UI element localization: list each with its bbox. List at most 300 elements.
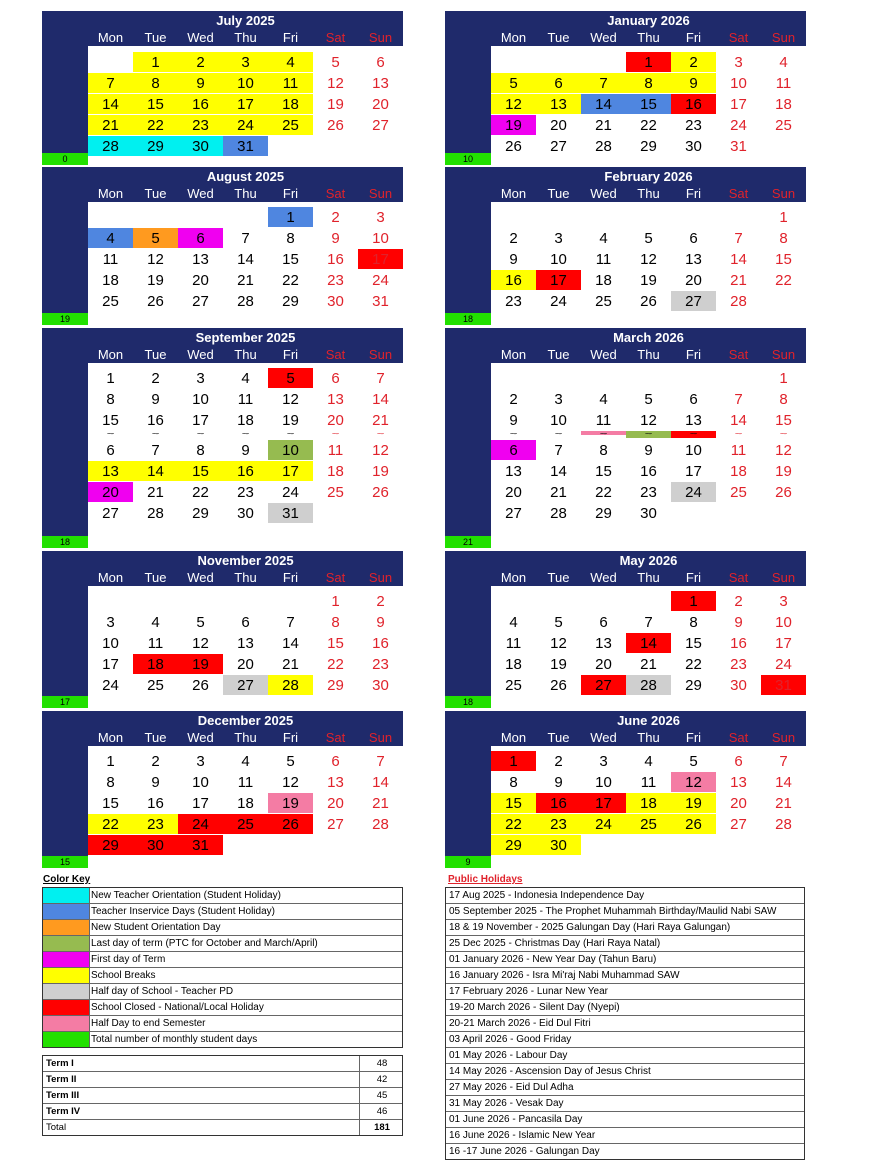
day-cell: 9 <box>509 251 518 268</box>
day-cell: 19 <box>178 654 223 674</box>
public-holiday-item: 16 June 2026 - Islamic New Year <box>446 1128 804 1144</box>
day-cell: 1 <box>268 207 313 227</box>
day-cell: 14 <box>581 94 626 114</box>
empty-day-cell <box>761 835 806 855</box>
day-cell: 27 <box>581 675 626 695</box>
day-cell: 8 <box>286 230 295 247</box>
day-cell: 9 <box>734 614 743 631</box>
day-cell: 23 <box>536 814 581 834</box>
month-header <box>42 167 403 202</box>
month-title: June 2026 <box>617 713 680 728</box>
day-cell: 27 <box>505 505 522 522</box>
day-cell: 31 <box>761 675 806 695</box>
day-cell: 9 <box>151 391 160 408</box>
weekday-label: Mon <box>500 570 527 585</box>
day-cell: 6 <box>734 753 743 770</box>
month-header <box>42 11 403 46</box>
cropped-row-fragment: ~ <box>106 431 115 438</box>
day-cell: 10 <box>775 614 792 631</box>
weekday-label: Wed <box>187 30 214 45</box>
weekday-label: Fri <box>282 730 299 745</box>
color-key-table <box>42 887 403 1048</box>
day-cell: 19 <box>550 656 567 673</box>
day-cell: 7 <box>734 230 743 247</box>
day-cell: 3 <box>376 209 385 226</box>
public-holiday-item: 20-21 March 2026 - Eid Dul Fitri <box>446 1016 804 1032</box>
day-cell: 17 <box>536 270 581 290</box>
day-cell: 5 <box>268 368 313 388</box>
color-swatch <box>43 904 89 919</box>
day-cell: 18 <box>730 463 747 480</box>
weekday-label: Thu <box>637 570 660 585</box>
day-cell: 19 <box>372 463 389 480</box>
public-holiday-item: 19-20 March 2026 - Silent Day (Nyepi) <box>446 1000 804 1016</box>
day-cell: 28 <box>730 293 747 310</box>
day-cell: 20 <box>88 482 133 502</box>
month-title: September 2025 <box>195 330 296 345</box>
weekday-label: Mon <box>500 730 527 745</box>
month-side-bar <box>445 202 491 313</box>
weekday-label: Tue <box>144 347 167 362</box>
day-cell: 27 <box>671 291 716 311</box>
day-cell: 2 <box>331 209 340 226</box>
color-key-label: Total number of monthly student days <box>91 1034 258 1045</box>
day-cell: 28 <box>147 505 164 522</box>
day-cell: 13 <box>88 461 133 481</box>
day-cell: 15 <box>178 461 223 481</box>
day-cell: 27 <box>327 816 344 833</box>
day-cell: 11 <box>730 442 747 459</box>
empty-day-cell <box>536 368 581 388</box>
day-cell: 31 <box>730 138 747 155</box>
day-cell: 18 <box>775 96 792 113</box>
day-cell: 13 <box>685 412 702 429</box>
empty-day-cell <box>178 591 223 611</box>
empty-day-cell <box>761 136 806 156</box>
term-days: 181 <box>359 1120 404 1135</box>
day-cell: 13 <box>536 94 581 114</box>
day-cell: 11 <box>775 75 792 92</box>
day-cell: 19 <box>327 96 344 113</box>
day-cell: 2 <box>554 753 563 770</box>
day-cell: 6 <box>689 230 698 247</box>
empty-day-cell <box>581 835 626 855</box>
day-cell: 16 <box>671 94 716 114</box>
day-cell: 4 <box>509 614 518 631</box>
day-cell: 12 <box>491 94 536 114</box>
weekday-label: Sun <box>368 347 393 362</box>
day-cell: 14 <box>372 391 389 408</box>
day-cell: 26 <box>550 677 567 694</box>
day-cell: 4 <box>644 753 653 770</box>
day-cell: 17 <box>581 793 626 813</box>
day-cell: 1 <box>106 753 115 770</box>
day-cell: 5 <box>689 753 698 770</box>
day-cell: 28 <box>88 136 133 156</box>
day-cell: 21 <box>775 795 792 812</box>
day-cell: 12 <box>640 412 657 429</box>
day-cell: 15 <box>775 412 792 429</box>
weekday-label: Wed <box>590 186 617 201</box>
month-side-bar <box>42 586 88 696</box>
day-cell: 9 <box>644 442 653 459</box>
day-cell: 28 <box>595 138 612 155</box>
day-cell: 11 <box>268 73 313 93</box>
day-cell: 6 <box>491 440 536 460</box>
weekday-label: Thu <box>234 730 257 745</box>
day-cell: 4 <box>88 228 133 248</box>
day-cell: 25 <box>268 115 313 135</box>
weekday-label: Sat <box>325 730 346 745</box>
day-cell: 23 <box>685 117 702 134</box>
cropped-row-fragment: ~ <box>331 431 340 438</box>
day-cell: 9 <box>241 442 250 459</box>
day-cell: 22 <box>282 272 299 289</box>
day-cell: 20 <box>192 272 209 289</box>
day-cell: 1 <box>671 591 716 611</box>
empty-day-cell <box>491 52 536 72</box>
color-key-title: Color Key <box>43 874 91 885</box>
day-cell: 16 <box>536 793 581 813</box>
color-key-label: New Teacher Orientation (Student Holiday) <box>91 890 281 901</box>
day-cell: 18 <box>327 463 344 480</box>
color-key-label: Half day of School - Teacher PD <box>91 986 234 997</box>
color-key-label: First day of Term <box>91 954 166 965</box>
day-cell: 27 <box>550 138 567 155</box>
day-cell: 2 <box>734 593 743 610</box>
day-cell: 30 <box>640 505 657 522</box>
day-cell: 30 <box>327 293 344 310</box>
day-cell: 13 <box>237 635 254 652</box>
day-cell: 20 <box>372 96 389 113</box>
empty-day-cell <box>358 503 403 523</box>
weekday-label: Wed <box>187 570 214 585</box>
day-cell: 2 <box>178 52 223 72</box>
day-cell: 27 <box>102 505 119 522</box>
day-cell: 24 <box>282 484 299 501</box>
day-cell: 21 <box>88 115 133 135</box>
day-cell: 3 <box>554 230 563 247</box>
month-header <box>42 551 403 586</box>
empty-day-cell <box>313 835 358 855</box>
day-cell: 1 <box>779 209 788 226</box>
weekday-label: Tue <box>144 30 167 45</box>
day-cell: 14 <box>730 412 747 429</box>
day-cell: 13 <box>327 774 344 791</box>
day-cell: 5 <box>331 54 340 71</box>
day-cell: 12 <box>671 772 716 792</box>
weekday-label: Tue <box>144 570 167 585</box>
day-cell: 6 <box>536 73 581 93</box>
color-key-label: Half Day to end Semester <box>91 1018 206 1029</box>
color-swatch <box>43 1016 89 1031</box>
day-cell: 10 <box>550 251 567 268</box>
day-cell: 20 <box>595 656 612 673</box>
day-cell: 26 <box>640 293 657 310</box>
empty-day-cell <box>626 591 671 611</box>
empty-day-cell <box>491 591 536 611</box>
day-cell: 11 <box>327 442 344 459</box>
color-key-row <box>43 952 402 968</box>
day-cell: 29 <box>88 835 133 855</box>
weekday-label: Sun <box>771 570 796 585</box>
weekday-label: Thu <box>637 186 660 201</box>
public-holiday-item: 03 April 2026 - Good Friday <box>446 1032 804 1048</box>
day-cell: 24 <box>671 482 716 502</box>
cropped-row-fragment: ~ <box>554 431 563 438</box>
cropped-row-fragment: ~ <box>644 431 653 438</box>
weekday-label: Sat <box>325 570 346 585</box>
day-cell: 18 <box>505 656 522 673</box>
day-cell: 18 <box>237 795 254 812</box>
student-days-count: 17 <box>42 696 88 708</box>
empty-day-cell <box>88 207 133 227</box>
day-cell: 3 <box>196 370 205 387</box>
day-cell: 7 <box>88 73 133 93</box>
month-side-bar <box>42 363 88 536</box>
day-cell: 28 <box>372 816 389 833</box>
day-cell: 11 <box>147 635 164 652</box>
empty-day-cell <box>223 835 268 855</box>
empty-day-cell <box>761 291 806 311</box>
day-cell: 24 <box>102 677 119 694</box>
day-cell: 13 <box>730 774 747 791</box>
day-cell: 29 <box>192 505 209 522</box>
empty-day-cell <box>581 591 626 611</box>
day-cell: 10 <box>268 440 313 460</box>
day-cell: 9 <box>178 73 223 93</box>
weekday-label: Wed <box>187 186 214 201</box>
day-cell: 17 <box>102 656 119 673</box>
day-cell: 19 <box>671 793 716 813</box>
day-cell: 20 <box>237 656 254 673</box>
day-cell: 10 <box>595 774 612 791</box>
empty-day-cell <box>671 207 716 227</box>
month-title: December 2025 <box>197 713 294 728</box>
weekday-label: Thu <box>637 30 660 45</box>
day-cell: 8 <box>599 442 608 459</box>
day-cell: 23 <box>640 484 657 501</box>
weekday-label: Mon <box>500 347 527 362</box>
weekday-label: Sat <box>728 730 749 745</box>
day-cell: 7 <box>241 230 250 247</box>
day-cell: 1 <box>106 370 115 387</box>
day-cell: 15 <box>491 793 536 813</box>
day-cell: 2 <box>671 52 716 72</box>
day-cell: 29 <box>133 136 178 156</box>
weekday-label: Sat <box>728 186 749 201</box>
day-cell: 16 <box>491 270 536 290</box>
day-cell: 1 <box>626 52 671 72</box>
day-cell: 23 <box>372 656 389 673</box>
day-cell: 3 <box>106 614 115 631</box>
day-cell: 26 <box>192 677 209 694</box>
day-cell: 30 <box>730 677 747 694</box>
weekday-label: Wed <box>590 730 617 745</box>
day-cell: 22 <box>192 484 209 501</box>
day-cell: 21 <box>640 656 657 673</box>
weekday-label: Fri <box>685 570 702 585</box>
day-cell: 5 <box>196 614 205 631</box>
color-key-row <box>43 888 402 904</box>
day-cell: 6 <box>376 54 385 71</box>
day-cell: 12 <box>282 391 299 408</box>
day-cell: 5 <box>491 73 536 93</box>
month-header <box>445 328 806 363</box>
day-cell: 22 <box>88 814 133 834</box>
cropped-row-fragment: ~ <box>376 431 385 438</box>
day-cell: 23 <box>178 115 223 135</box>
day-cell: 7 <box>286 614 295 631</box>
color-key-row <box>43 936 402 952</box>
day-cell: 15 <box>102 412 119 429</box>
day-cell: 19 <box>775 463 792 480</box>
day-cell: 22 <box>133 115 178 135</box>
day-cell: 25 <box>505 677 522 694</box>
color-swatch <box>43 1000 89 1015</box>
term-days: 48 <box>359 1056 404 1071</box>
day-cell: 21 <box>372 795 389 812</box>
day-cell: 6 <box>331 370 340 387</box>
public-holiday-item: 17 Aug 2025 - Indonesia Independence Day <box>446 888 804 904</box>
weekday-label: Thu <box>234 570 257 585</box>
weekday-label: Thu <box>234 30 257 45</box>
color-key-row <box>43 968 402 984</box>
empty-day-cell <box>581 52 626 72</box>
day-cell: 14 <box>730 251 747 268</box>
day-cell: 24 <box>223 115 268 135</box>
public-holiday-item: 01 January 2026 - New Year Day (Tahun Baru) <box>446 952 804 968</box>
day-cell: 29 <box>491 835 536 855</box>
day-cell: 9 <box>671 73 716 93</box>
day-cell: 12 <box>327 75 344 92</box>
day-cell: 17 <box>685 463 702 480</box>
day-cell: 3 <box>554 391 563 408</box>
color-key-label: Last day of term (PTC for October and March/April) <box>91 938 318 949</box>
day-cell: 26 <box>327 117 344 134</box>
public-holiday-item: 14 May 2026 - Ascension Day of Jesus Christ <box>446 1064 804 1080</box>
term-label: Term IV <box>46 1106 81 1117</box>
day-cell: 25 <box>626 814 671 834</box>
student-days-count: 15 <box>42 856 88 868</box>
term-row <box>43 1088 402 1104</box>
day-cell: 6 <box>178 228 223 248</box>
day-cell: 15 <box>133 94 178 114</box>
day-cell: 28 <box>268 675 313 695</box>
day-cell: 6 <box>331 753 340 770</box>
term-label: Term I <box>46 1058 74 1069</box>
weekday-label: Thu <box>234 347 257 362</box>
weekday-label: Sat <box>325 30 346 45</box>
day-cell: 1 <box>491 751 536 771</box>
day-cell: 20 <box>505 484 522 501</box>
public-holiday-item: 17 February 2026 - Lunar New Year <box>446 984 804 1000</box>
day-cell: 22 <box>685 656 702 673</box>
weekday-label: Sun <box>771 347 796 362</box>
day-cell: 3 <box>223 52 268 72</box>
day-cell: 23 <box>133 814 178 834</box>
day-cell: 24 <box>581 814 626 834</box>
day-cell: 25 <box>327 484 344 501</box>
cropped-row-fragment: ~ <box>599 431 608 438</box>
day-cell: 4 <box>599 391 608 408</box>
day-cell: 24 <box>730 117 747 134</box>
public-holiday-item: 16 -17 June 2026 - Galungan Day <box>449 1146 600 1157</box>
day-cell: 25 <box>730 484 747 501</box>
day-cell: 21 <box>595 117 612 134</box>
weekday-label: Thu <box>637 347 660 362</box>
weekday-label: Sun <box>368 186 393 201</box>
color-key-row <box>43 920 402 936</box>
student-days-count: 0 <box>42 153 88 165</box>
term-row <box>43 1072 402 1088</box>
day-cell: 15 <box>626 94 671 114</box>
day-cell: 27 <box>223 675 268 695</box>
day-cell: 14 <box>626 633 671 653</box>
day-cell: 30 <box>178 136 223 156</box>
day-cell: 30 <box>133 835 178 855</box>
empty-day-cell <box>491 368 536 388</box>
color-swatch <box>43 1032 89 1047</box>
day-cell: 21 <box>147 484 164 501</box>
empty-day-cell <box>133 207 178 227</box>
day-cell: 27 <box>192 293 209 310</box>
day-cell: 16 <box>327 251 344 268</box>
empty-day-cell <box>358 835 403 855</box>
cropped-row-fragment: ~ <box>286 431 295 438</box>
day-cell: 5 <box>286 753 295 770</box>
day-cell: 16 <box>372 635 389 652</box>
cropped-row-fragment: ~ <box>151 431 160 438</box>
day-cell: 15 <box>102 795 119 812</box>
public-holidays-list <box>445 887 805 1160</box>
month-header <box>445 167 806 202</box>
day-cell: 21 <box>237 272 254 289</box>
empty-day-cell <box>716 835 761 855</box>
weekday-label: Mon <box>97 570 124 585</box>
day-cell: 22 <box>327 656 344 673</box>
empty-day-cell <box>626 207 671 227</box>
weekday-label: Tue <box>547 347 570 362</box>
empty-day-cell <box>223 591 268 611</box>
empty-day-cell <box>671 835 716 855</box>
weekday-label: Sat <box>728 570 749 585</box>
day-cell: 10 <box>102 635 119 652</box>
day-cell: 25 <box>775 117 792 134</box>
month-side-bar <box>445 746 491 856</box>
month-header <box>445 11 806 46</box>
day-cell: 8 <box>779 230 788 247</box>
day-cell: 19 <box>491 115 536 135</box>
month-side-bar <box>42 46 88 153</box>
empty-day-cell <box>88 52 133 72</box>
day-cell: 18 <box>595 272 612 289</box>
day-cell: 28 <box>775 816 792 833</box>
day-cell: 12 <box>640 251 657 268</box>
color-key-row <box>43 1000 402 1016</box>
weekday-label: Tue <box>547 570 570 585</box>
weekday-label: Sat <box>728 30 749 45</box>
color-key-label: School Breaks <box>91 970 156 981</box>
day-cell: 3 <box>196 753 205 770</box>
day-cell: 18 <box>237 412 254 429</box>
month-side-bar <box>42 746 88 856</box>
day-cell: 26 <box>268 814 313 834</box>
day-cell: 18 <box>626 793 671 813</box>
day-cell: 8 <box>196 442 205 459</box>
weekday-label: Fri <box>282 30 299 45</box>
empty-day-cell <box>581 368 626 388</box>
